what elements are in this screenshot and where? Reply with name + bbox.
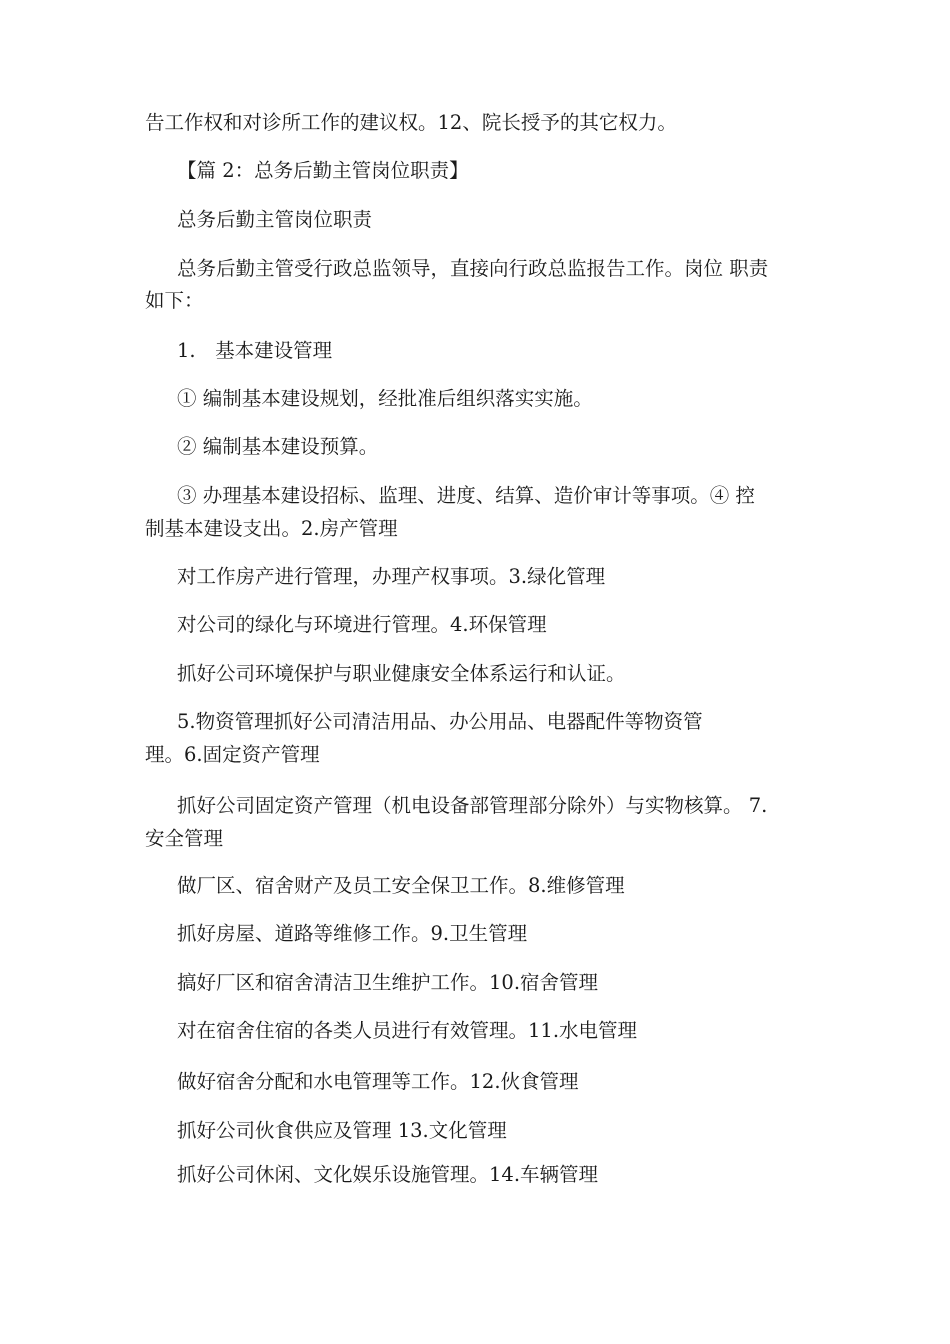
- text-line: 对在宿舍住宿的各类人员进行有效管理。11.水电管理: [177, 1019, 638, 1042]
- text-line: 做厂区、宿舍财产及员工安全保卫工作。8.维修管理: [177, 874, 625, 897]
- text-line: 做好宿舍分配和水电管理等工作。12.伙食管理: [177, 1070, 579, 1093]
- text-line: ② 编制基本建设预算。: [177, 435, 379, 458]
- text-line: 1. 基本建设管理: [177, 339, 333, 362]
- text-line: ③ 办理基本建设招标、监理、进度、结算、造价审计等事项。④ 控: [177, 484, 755, 507]
- text-line: ① 编制基本建设规划，经批准后组织落实实施。: [177, 387, 593, 410]
- text-line: 如下：: [145, 289, 204, 312]
- text-line: 对公司的绿化与环境进行管理。4.环保管理: [177, 613, 547, 636]
- text-line: 搞好厂区和宿舍清洁卫生维护工作。10.宿舍管理: [177, 971, 599, 994]
- text-line: 抓好公司环境保护与职业健康安全体系运行和认证。: [177, 662, 626, 685]
- text-line: 告工作权和对诊所工作的建议权。12、院长授予的其它权力。: [145, 111, 677, 134]
- text-line: 5.物资管理抓好公司清洁用品、办公用品、电器配件等物资管: [177, 710, 703, 733]
- text-line: 理。6.固定资产管理: [145, 743, 320, 766]
- text-line: 对工作房产进行管理，办理产权事项。3.绿化管理: [177, 565, 606, 588]
- text-line: 抓好公司休闲、文化娱乐设施管理。14.车辆管理: [177, 1163, 599, 1186]
- text-line: 安全管理: [145, 827, 224, 850]
- text-line: 【篇 2：总务后勤主管岗位职责】: [177, 159, 469, 182]
- text-line: 抓好公司伙食供应及管理 13.文化管理: [177, 1119, 507, 1142]
- text-line: 抓好房屋、道路等维修工作。9.卫生管理: [177, 922, 528, 945]
- text-line: 总务后勤主管受行政总监领导，直接向行政总监报告工作。岗位 职责: [177, 257, 769, 280]
- text-line: 抓好公司固定资产管理（机电设备部管理部分除外）与实物核算。 7.: [177, 794, 768, 817]
- text-line: 制基本建设支出。2.房产管理: [145, 517, 398, 540]
- text-line: 总务后勤主管岗位职责: [177, 208, 373, 231]
